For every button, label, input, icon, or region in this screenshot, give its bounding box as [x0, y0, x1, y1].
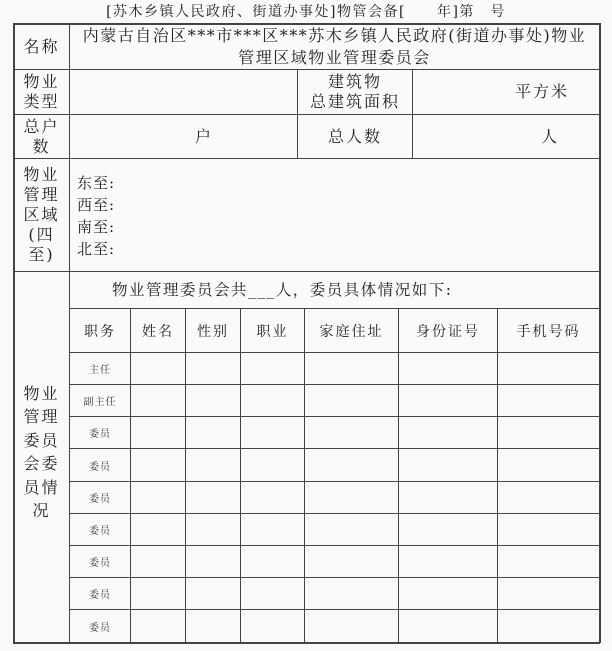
households-label [14, 115, 69, 158]
boundary-north: 北至: [77, 240, 116, 258]
property-type-field[interactable] [70, 70, 297, 114]
household-unit: 户 [194, 126, 213, 146]
column-header-name: 姓名 [142, 323, 174, 340]
member-row-fields[interactable] [131, 417, 599, 448]
member-role: 委员 [89, 526, 111, 537]
member-role: 委员 [89, 558, 111, 569]
member-role: 委员 [89, 494, 111, 505]
column-header-role: 职务 [84, 323, 116, 340]
property-type-label-line: 物业 [23, 72, 60, 91]
households-label-line: 数 [32, 136, 51, 156]
building-area-field[interactable] [413, 70, 599, 114]
member-row-fields[interactable] [131, 546, 599, 577]
boundaries-label-line: 物业 [23, 165, 60, 184]
member-role: 委员 [89, 622, 111, 634]
row-divider [13, 158, 600, 159]
member-row-fields[interactable] [131, 353, 599, 384]
column-header-occupation: 职业 [256, 323, 289, 340]
boundaries-field[interactable] [77, 172, 592, 264]
member-role: 副主任 [83, 397, 117, 408]
column-header-address: 家庭住址 [319, 323, 384, 340]
population-label-text: 总人数 [327, 126, 382, 146]
population-label [298, 115, 412, 158]
committee-label-line: 物业 [23, 383, 60, 403]
boundary-south: 南至: [77, 218, 116, 236]
column-header-id-number: 身份证号 [416, 323, 480, 340]
households-label-line: 总户 [23, 116, 60, 136]
population-field[interactable] [413, 115, 599, 158]
property-type-label [14, 70, 69, 114]
name-label-text: 名称 [23, 36, 60, 56]
boundary-west: 西至: [77, 196, 116, 214]
building-area-label [298, 70, 412, 114]
boundaries-label-line: 至) [28, 245, 55, 264]
name-value[interactable] [70, 24, 599, 69]
column-header-gender: 性别 [197, 323, 229, 340]
member-row-fields[interactable] [131, 385, 599, 416]
committee-label-line: 管理 [23, 407, 60, 426]
committee-label [14, 272, 69, 642]
boundary-east: 东至: [77, 174, 116, 192]
table-border-bottom [13, 642, 600, 644]
committee-label-line: 会委 [23, 454, 60, 473]
boundaries-label-line: 管理 [23, 185, 60, 204]
member-row-fields[interactable] [131, 482, 599, 513]
committee-label-line: 委员 [23, 430, 60, 450]
member-role: 委员 [89, 461, 111, 473]
building-area-label-line: 总建筑面积 [309, 92, 400, 111]
member-row-fields[interactable] [131, 578, 599, 609]
column-header-phone: 手机号码 [516, 323, 581, 340]
building-area-label-line: 建筑物 [327, 72, 382, 91]
member-role: 委员 [89, 429, 111, 440]
boundaries-label-line: (四 [28, 225, 55, 244]
member-row-fields[interactable] [131, 514, 599, 545]
committee-label-line: 况 [32, 501, 51, 520]
member-row-fields[interactable] [131, 449, 599, 481]
households-field[interactable] [70, 115, 297, 158]
name-label [14, 24, 69, 69]
committee-summary-text: 物业管理委员会共___人，委员具体情况如下: [112, 281, 453, 299]
boundaries-label-line: 区域 [23, 205, 60, 224]
name-value-line: 内蒙古自治区***市***区***苏木乡镇人民政府(街道办事处)物业 [82, 25, 587, 45]
member-role: 主任 [89, 365, 111, 376]
area-unit: 平方米 [514, 82, 569, 101]
committee-summary[interactable] [70, 272, 599, 308]
member-row-fields[interactable] [131, 610, 599, 642]
document-title: [苏木乡镇人民政府、街道办事处]物管会备[ 年]第 号 [106, 4, 506, 20]
member-role: 委员 [89, 590, 111, 601]
table-border-right [599, 23, 601, 643]
property-type-label-line: 类型 [23, 92, 60, 111]
committee-label-line: 员情 [23, 477, 60, 497]
name-value-line: 管理区域物业管理委员会 [238, 47, 431, 67]
population-unit: 人 [540, 126, 559, 146]
boundaries-label [14, 159, 69, 271]
